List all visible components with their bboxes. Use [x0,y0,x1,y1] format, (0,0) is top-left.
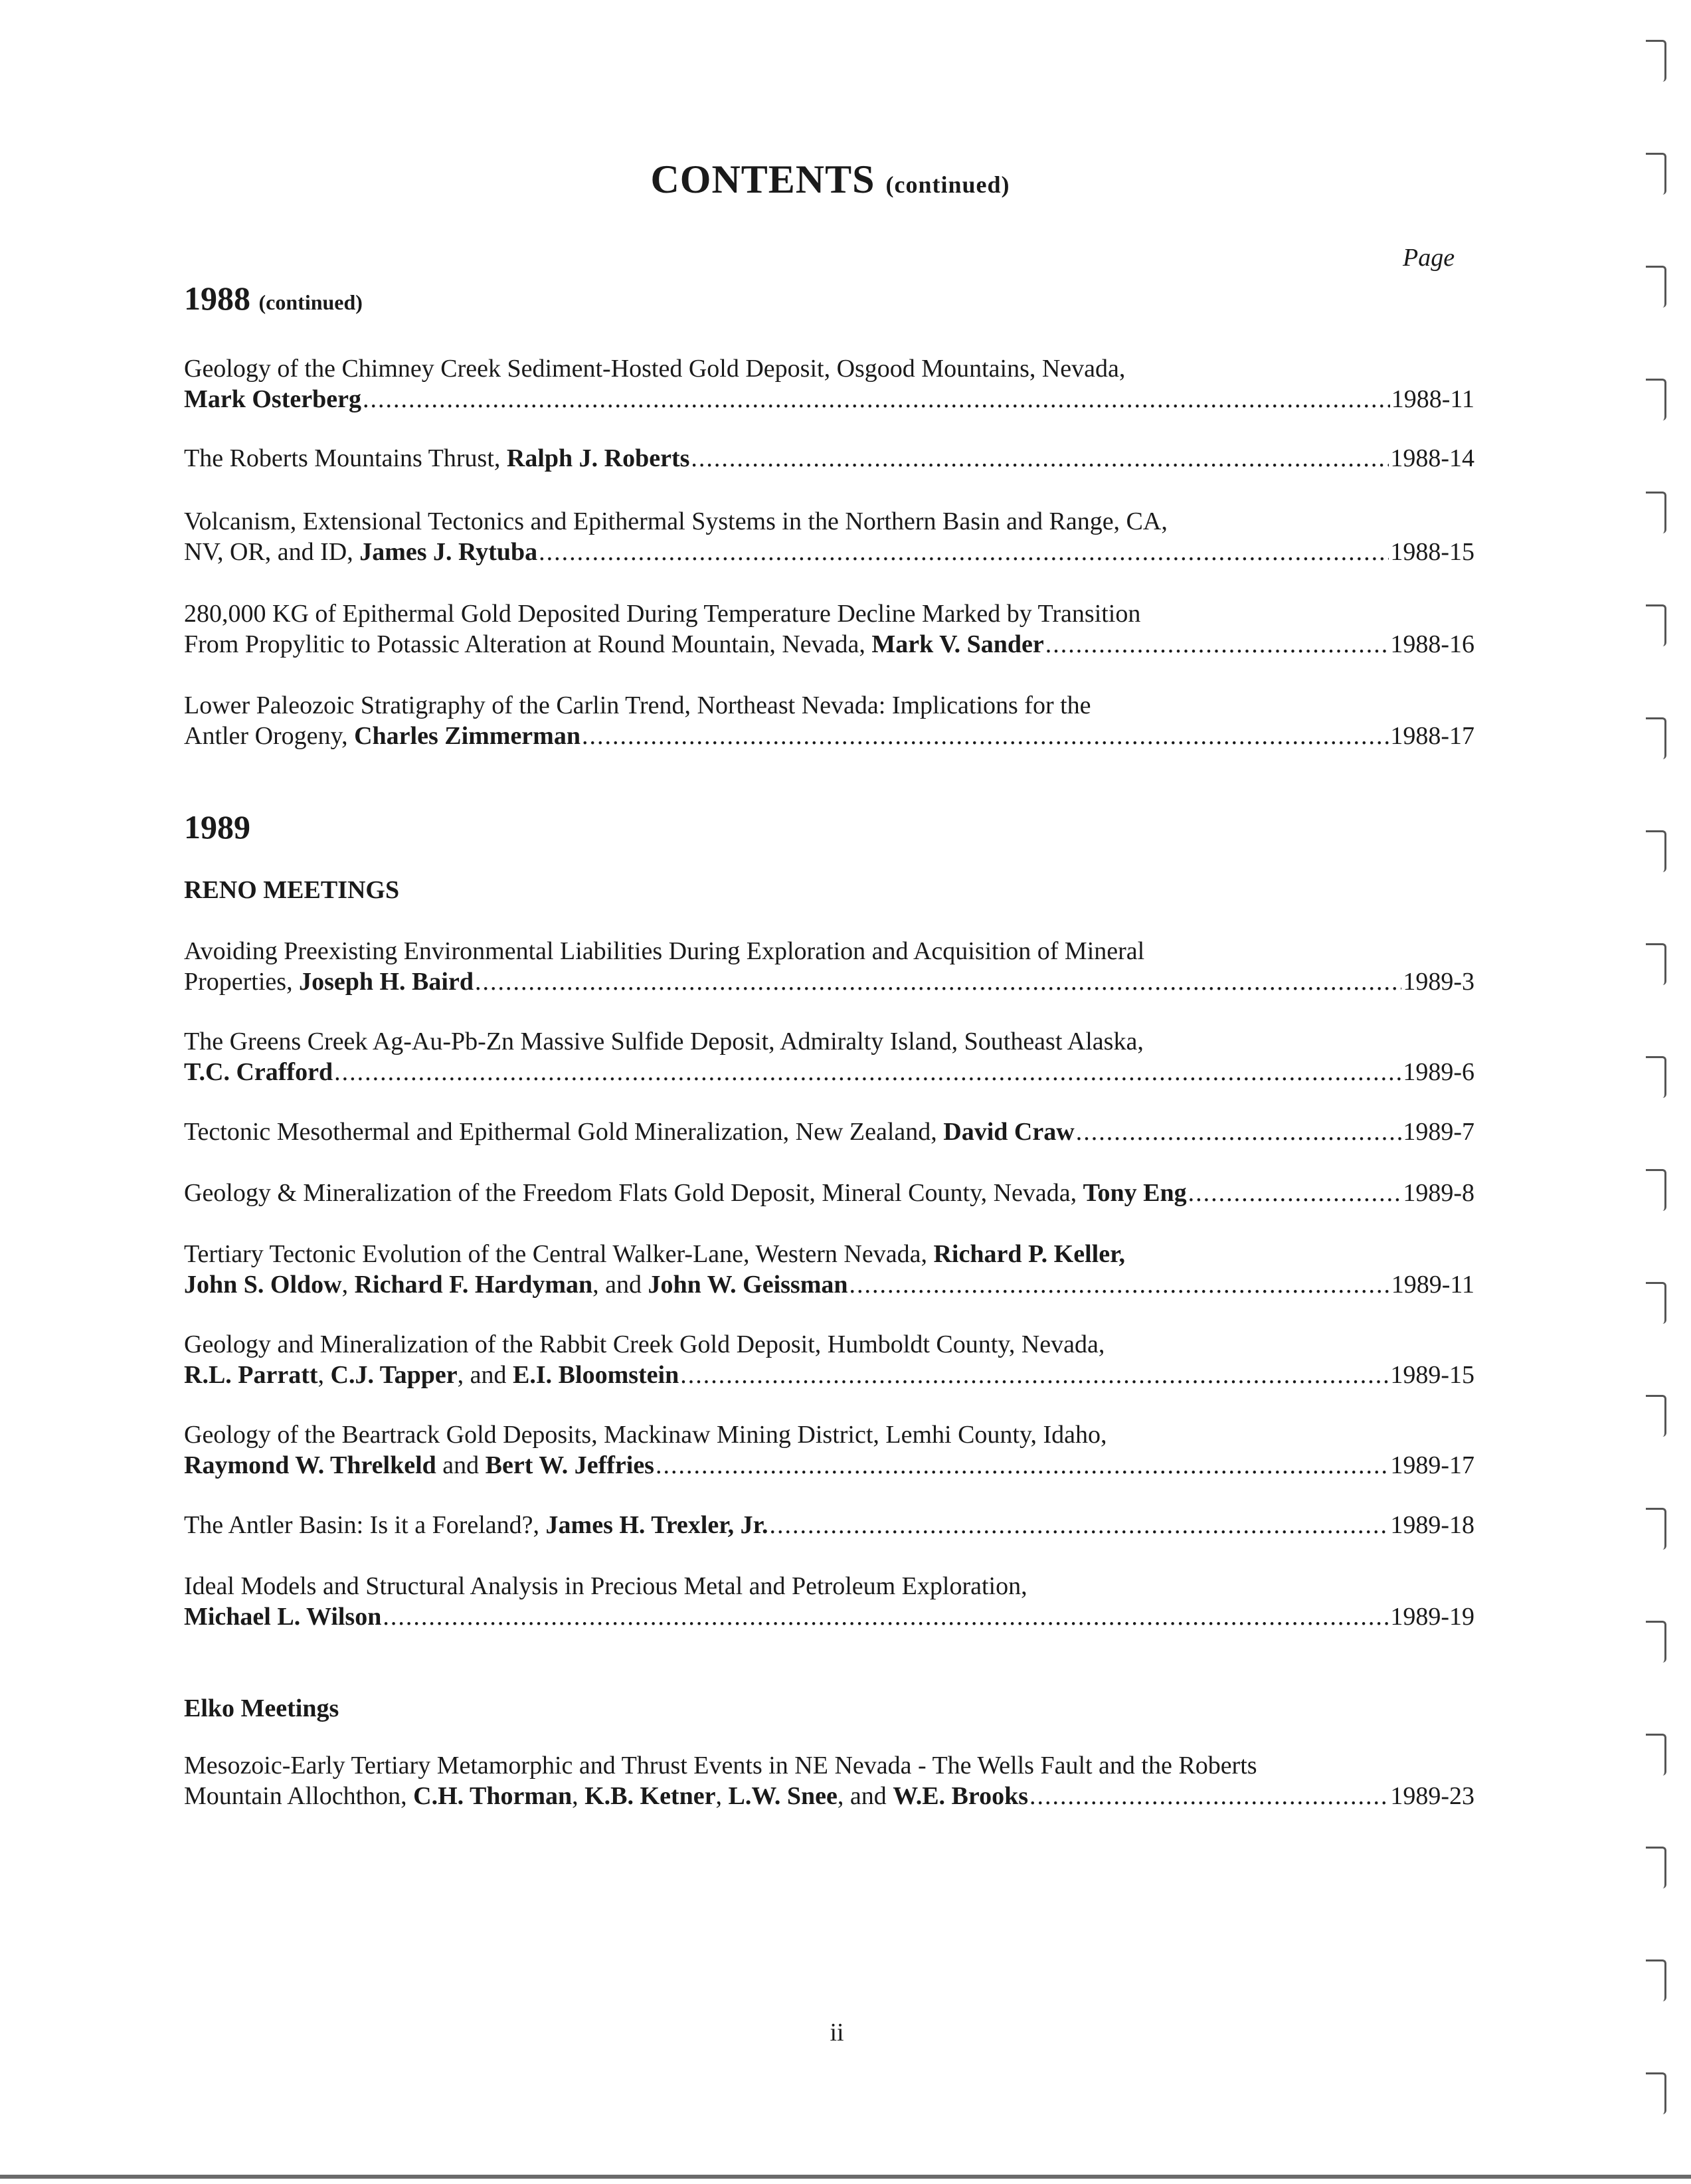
entry-author: Richard P. Keller, [933,1240,1125,1268]
entry-page: 1989-17 [1390,1451,1474,1479]
dot-leader [1029,1781,1389,1811]
binder-hole [1646,1395,1666,1437]
toc-entry [184,1329,1474,1390]
toc-entry [184,1178,1474,1208]
binder-hole [1646,943,1666,985]
entry-page: 1989-15 [1390,1361,1474,1389]
entry-author: L.W. Snee [728,1782,838,1810]
entry-title: Geology & Mineralization of the Freedom Flats Gold Deposit, Mineral County, Nevada, [184,1179,1083,1207]
entry-author: Mark V. Sander [871,630,1044,658]
toc-entry [184,353,1474,414]
entry-page: 1988-17 [1390,722,1474,750]
entry-title-cont: From Propylitic to Potassic Alteration at Round Mountain, Nevada, [184,630,872,658]
binder-hole [1646,830,1666,872]
dot-leader [656,1450,1389,1481]
entry-author: Mark Osterberg [184,385,361,413]
dot-leader [1076,1117,1402,1147]
entry-page: 1989-19 [1390,1603,1474,1631]
binder-hole [1646,1282,1666,1324]
entry-title: Tectonic Mesothermal and Epithermal Gold Mineralization, New Zealand, [184,1118,944,1146]
dot-leader [1188,1178,1402,1208]
section-heading-reno: RENO MEETINGS [184,876,400,904]
dot-leader [769,1510,1389,1540]
binder-hole [1646,1847,1666,1888]
page-title [0,157,1660,203]
entry-author: K.B. Ketner [584,1782,716,1810]
scan-edge-line [0,2175,1691,2179]
dot-leader [849,1269,1390,1300]
entry-title-cont: Antler Orogeny, [184,722,355,750]
entry-title: Volcanism, Extensional Tectonics and Epithermal Systems in the Northern Basin and Range, CA, [184,507,1168,535]
entry-page: 1988-11 [1391,385,1474,413]
year-heading-suffix: (continued) [258,290,363,314]
title-suffix: (continued) [885,171,1010,198]
entry-author: Bert W. Jeffries [485,1451,654,1479]
entry-author: James H. Trexler, Jr. [545,1511,768,1539]
toc-entry [184,690,1474,751]
entry-page: 1989-11 [1391,1271,1474,1299]
toc-entry [184,1571,1474,1632]
toc-entry [184,1117,1474,1147]
dot-leader [691,443,1389,474]
toc-entry [184,1510,1474,1540]
dot-leader [539,537,1389,567]
dot-leader [1045,629,1389,660]
entry-author: C.H. Thorman [413,1782,573,1810]
entry-page: 1989-3 [1403,968,1474,996]
entry-page: 1989-8 [1403,1179,1474,1207]
binder-hole [1646,40,1666,82]
entry-page: 1989-7 [1403,1118,1474,1146]
entry-page: 1989-6 [1403,1058,1474,1086]
entry-author: Charles Zimmerman [354,722,580,750]
entry-author: Raymond W. Threlkeld [184,1451,436,1479]
year-heading-1988 [184,279,363,318]
entry-author: Tony Eng [1083,1179,1187,1207]
author-separator: , [715,1782,729,1810]
author-separator: , and [837,1782,893,1810]
year-heading-1989: 1989 [184,808,250,846]
entry-title: The Roberts Mountains Thrust, [184,444,507,472]
toc-entry [184,936,1474,997]
author-separator: and [436,1451,486,1479]
entry-page: 1988-15 [1390,538,1474,566]
entry-page: 1989-23 [1390,1782,1474,1810]
entry-title: The Antler Basin: Is it a Foreland?, [184,1511,546,1539]
dot-leader [582,721,1389,751]
entry-title: Avoiding Preexisting Environmental Liabilities During Exploration and Acquisition of Mineral [184,937,1145,965]
entry-author: James J. Rytuba [359,538,538,566]
section-heading-elko: Elko Meetings [184,1694,339,1722]
entry-title: Lower Paleozoic Stratigraphy of the Carlin Trend, Northeast Nevada: Implications for the [184,691,1091,719]
binder-holes [1646,0,1666,2184]
dot-leader [680,1360,1389,1390]
entry-title: Geology of the Beartrack Gold Deposits, Mackinaw Mining District, Lemhi County, Idaho, [184,1421,1107,1449]
entry-author: R.L. Parratt [184,1361,318,1389]
title-text: CONTENTS [650,157,875,201]
entry-title-cont: NV, OR, and ID, [184,538,360,566]
entry-page: 1989-18 [1390,1511,1474,1539]
page-number: ii [830,2019,844,2047]
binder-hole [1646,1734,1666,1775]
binder-hole [1646,1959,1666,2001]
entry-author: Richard F. Hardyman [354,1271,593,1299]
entry-title: The Greens Creek Ag-Au-Pb-Zn Massive Sulfide Deposit, Admiralty Island, Southeast Alaska, [184,1028,1144,1055]
binder-hole [1646,1056,1666,1098]
entry-author: E.I. Bloomstein [513,1361,679,1389]
binder-hole [1646,2072,1666,2114]
entry-title-cont: Mountain Allochthon, [184,1782,414,1810]
author-separator: , [317,1361,331,1389]
binder-hole [1646,604,1666,646]
binder-hole [1646,266,1666,308]
binder-hole [1646,1508,1666,1550]
author-separator: , [572,1782,585,1810]
binder-hole [1646,717,1666,759]
author-separator: , and [592,1271,648,1299]
entry-page: 1988-16 [1390,630,1474,658]
entry-author: Joseph H. Baird [299,968,474,996]
toc-entry [184,1239,1474,1300]
toc-entry [184,1419,1474,1481]
dot-leader [383,1601,1389,1632]
entry-author: David Craw [943,1118,1075,1146]
entry-author: W.E. Brooks [893,1782,1029,1810]
toc-entry [184,443,1474,474]
author-separator: , [341,1271,355,1299]
entry-author: Ralph J. Roberts [506,444,690,472]
toc-entry [184,1750,1474,1811]
entry-author: T.C. Crafford [184,1058,333,1086]
dot-leader [363,384,1390,414]
entry-author: Michael L. Wilson [184,1603,382,1631]
binder-hole [1646,1169,1666,1211]
toc-entry [184,506,1474,567]
binder-hole [1646,379,1666,420]
entry-title-cont: Properties, [184,968,300,996]
year-heading-text: 1988 [184,280,250,317]
toc-entry [184,1026,1474,1087]
binder-hole [1646,492,1666,533]
dot-leader [475,966,1401,997]
entry-title: Geology of the Chimney Creek Sediment-Hosted Gold Deposit, Osgood Mountains, Nevada, [184,355,1126,383]
entry-title: 280,000 KG of Epithermal Gold Deposited During Temperature Decline Marked by Transition [184,600,1141,628]
dot-leader [334,1057,1401,1087]
entry-page: 1988-14 [1390,444,1474,472]
binder-hole [1646,153,1666,195]
binder-hole [1646,1621,1666,1663]
entry-title: Tertiary Tectonic Evolution of the Central Walker-Lane, Western Nevada, [184,1240,934,1268]
entry-author: John W. Geissman [648,1271,848,1299]
entry-author: C.J. Tapper [330,1361,458,1389]
page-column-label: Page [1403,244,1455,272]
entry-title: Mesozoic-Early Tertiary Metamorphic and Thrust Events in NE Nevada - The Wells Fault and the Roberts [184,1752,1257,1779]
entry-author: John S. Oldow [184,1271,342,1299]
entry-title: Geology and Mineralization of the Rabbit Creek Gold Deposit, Humboldt County, Nevada, [184,1330,1105,1358]
entry-title: Ideal Models and Structural Analysis in Precious Metal and Petroleum Exploration, [184,1572,1027,1600]
author-separator: , and [457,1361,513,1389]
toc-entry [184,598,1474,660]
